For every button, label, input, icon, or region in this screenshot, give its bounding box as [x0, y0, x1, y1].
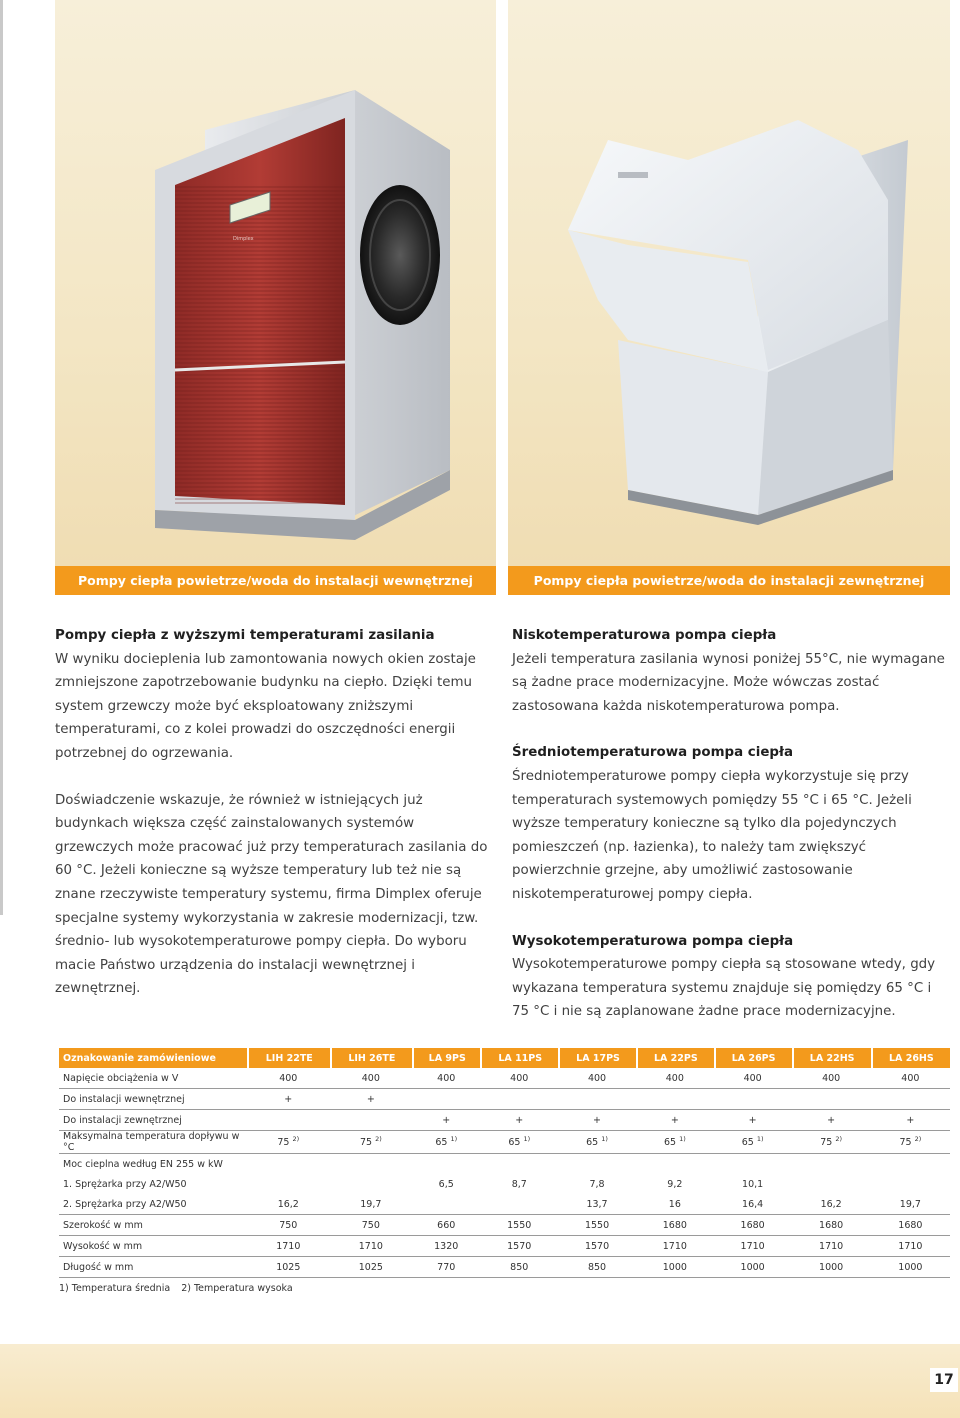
table-cell — [412, 1154, 480, 1174]
table-cell: 400 — [636, 1068, 714, 1089]
left-text-column — [55, 624, 495, 1001]
table-cell: + — [792, 1110, 871, 1131]
table-cell — [558, 1089, 636, 1110]
table-header-model: LA 17PS — [558, 1048, 636, 1068]
table-cell: 1000 — [636, 1257, 714, 1278]
device-brand-label: Dimplex — [233, 236, 254, 242]
table-cell: 400 — [714, 1068, 792, 1089]
table-cell-note: 2) — [835, 1135, 843, 1144]
table-cell: 75 $^{2)}$ — [330, 1131, 413, 1154]
left-paragraph-2: Doświadczenie wskazuje, że również w istniejących już budynkach większa część zainstalowanych systemów grzewczych może pracować już przy temperaturach zasilania do 60 °C. Jeżeli konieczne są wyższe temperatury lub też nie są znane rzeczywiste temperatury systemu, firma Dimplex oferuje specjalne systemy wykorzystania w zakresie modernizacji, tzw. średnio- lub wysokotemperaturowe pompy ciepła. Do wyboru macie Państwo urządzenia do instalacji wewnętrznej i zewnętrznej. — [55, 792, 488, 997]
section-text-high-temp: Wysokotemperaturowe pompy ciepła są stosowane wtedy, gdy wykazana temperatura systemu znajduje się pomiędzy 65 °C i 75 °C i nie są zaplanowane żadne prace modernizacyjne. — [512, 957, 936, 1020]
left-margin-rule — [0, 0, 3, 915]
table-cell: 1550 — [480, 1215, 558, 1236]
caption-indoor: Pompy ciepła powietrze/woda do instalacji wewnętrznej — [55, 566, 496, 595]
table-cell-note: 1) — [679, 1135, 686, 1144]
table-cell: 19,7 — [871, 1194, 950, 1215]
table-cell: 750 — [330, 1215, 413, 1236]
table-cell: 65 $^{1)}$ — [558, 1131, 636, 1154]
table-header-model: LA 22PS — [636, 1048, 714, 1068]
footnote-2: 2) Temperatura wysoka — [181, 1283, 293, 1294]
table-row-label: Moc cieplna według EN 255 w kW — [63, 1158, 223, 1170]
table-cell — [247, 1110, 330, 1131]
table-cell: 65 $^{1)}$ — [714, 1131, 792, 1154]
outdoor-heat-pump-photo — [508, 0, 950, 566]
table-cell-note: 2) — [914, 1135, 922, 1144]
table-cell-note: 1) — [601, 1135, 608, 1144]
table-header-model: LA 9PS — [412, 1048, 480, 1068]
table-cell — [330, 1110, 413, 1131]
table-cell: 10,1 — [742, 1178, 764, 1190]
table-cell: 750 — [247, 1215, 330, 1236]
table-cell: 1570 — [480, 1236, 558, 1257]
table-cell: 400 — [558, 1068, 636, 1089]
table-cell — [714, 1154, 792, 1174]
table-row — [59, 1174, 950, 1194]
outdoor-heat-pump-illustration — [508, 0, 950, 566]
section-text-mid-temp: Średniotemperaturowe pompy ciepła wykorzystuje się przy temperaturach systemowych pomiędzy 55 °C i 65 °C. Jeżeli wyższe temperatury konieczne są tylko dla pojedynczych pomieszczeń (np. łazienka), to należy tam zwiększyć powierzchnie grzejne, aby umożliwić zastosowanie niskotemperaturowej pompy ciepła. — [512, 768, 912, 902]
table-cell: 1710 — [714, 1236, 792, 1257]
section-heading-mid-temp: Średniotemperaturowa pompa ciepła — [512, 745, 794, 761]
table-cell — [412, 1194, 480, 1215]
table-cell: 1680 — [636, 1215, 714, 1236]
table-cell: 1320 — [412, 1236, 480, 1257]
table-cell — [330, 1154, 413, 1174]
table-row — [59, 1154, 950, 1174]
table-cell: 1710 — [636, 1236, 714, 1257]
indoor-heat-pump-photo — [55, 0, 496, 566]
table-cell — [636, 1089, 714, 1110]
table-row-label: Napięcie obciążenia w V — [59, 1068, 247, 1089]
page-number: 17 — [930, 1368, 958, 1392]
table-cell: 1710 — [871, 1236, 950, 1257]
table-cell: 400 — [330, 1068, 413, 1089]
table-cell: + — [714, 1110, 792, 1131]
table-cell — [792, 1154, 871, 1174]
table-footnotes — [59, 1283, 301, 1294]
table-cell-note: 1) — [756, 1135, 764, 1144]
table-cell — [330, 1174, 413, 1194]
table-cell — [480, 1154, 558, 1174]
section-text-low-temp: Jeżeli temperatura zasilania wynosi poniżej 55°C, nie wymagane są żadne prace modernizacyjne. Może wówczas zostać zastosowana każda niskotemperaturowa pompa. — [512, 651, 945, 714]
specification-table — [59, 1048, 950, 1278]
table-row — [59, 1068, 950, 1089]
table-cell: 400 — [412, 1068, 480, 1089]
table-cell — [480, 1194, 558, 1215]
table-body — [59, 1068, 950, 1278]
table-cell: 400 — [247, 1068, 330, 1089]
footnote-1: 1) Temperatura średnia — [59, 1283, 171, 1294]
table-cell: 1025 — [247, 1257, 330, 1278]
table-cell — [714, 1089, 792, 1110]
table-cell: 400 — [871, 1068, 950, 1089]
left-heading: Pompy ciepła z wyższymi temperaturami zasilania — [55, 628, 435, 643]
table-cell: 8,7 — [511, 1178, 527, 1190]
table-cell: 1680 — [714, 1215, 792, 1236]
table-cell: 9,2 — [667, 1178, 683, 1190]
table-cell: 65 $^{1)}$ — [636, 1131, 714, 1154]
table-cell — [247, 1174, 330, 1194]
table-row — [59, 1194, 950, 1215]
table-row-label: Maksymalna temperatura dopływu w °C — [59, 1131, 247, 1154]
table-cell: 1025 — [330, 1257, 413, 1278]
right-text-column — [512, 624, 952, 1024]
table-cell — [636, 1154, 714, 1174]
table-cell-note: 1) — [450, 1135, 458, 1144]
table-cell — [412, 1089, 480, 1110]
table-header-model: LA 26HS — [871, 1048, 950, 1068]
table-row-label: Do instalacji zewnętrznej — [59, 1110, 247, 1131]
table-row — [59, 1089, 950, 1110]
table-cell: 75 $^{2)}$ — [247, 1131, 330, 1154]
table-header-model: LA 11PS — [480, 1048, 558, 1068]
table-row-label: Wysokość w mm — [59, 1236, 247, 1257]
table-cell: 1000 — [871, 1257, 950, 1278]
bottom-decorative-band — [0, 1344, 960, 1418]
table-cell: 75 $^{2)}$ — [792, 1131, 871, 1154]
table-cell: 850 — [480, 1257, 558, 1278]
table-cell: + — [636, 1110, 714, 1131]
table-header-model: LIH 26TE — [330, 1048, 413, 1068]
table-cell: 16 — [636, 1194, 714, 1215]
table-cell — [247, 1154, 330, 1174]
table-header-label: Oznakowanie zamówieniowe — [59, 1048, 247, 1068]
indoor-heat-pump-illustration — [55, 0, 496, 566]
table-cell: 1680 — [792, 1215, 871, 1236]
table-cell — [871, 1089, 950, 1110]
table-cell: 16,2 — [247, 1194, 330, 1215]
table-cell-note: 2) — [375, 1135, 382, 1144]
section-heading-high-temp: Wysokotemperaturowa pompa ciepła — [512, 933, 794, 949]
table-cell: 13,7 — [558, 1194, 636, 1215]
table-cell: 1710 — [247, 1236, 330, 1257]
table-cell: 1680 — [871, 1215, 950, 1236]
table-cell: 7,8 — [589, 1178, 605, 1190]
table-cell: 65 $^{1)}$ — [412, 1131, 480, 1154]
table-cell: 16,4 — [714, 1194, 792, 1215]
table-cell: 1000 — [792, 1257, 871, 1278]
table-row-label: Do instalacji wewnętrznej — [59, 1089, 247, 1110]
table-cell-note: 2) — [292, 1135, 300, 1144]
table-cell — [792, 1174, 871, 1194]
table-cell: 65 $^{1)}$ — [480, 1131, 558, 1154]
table-cell: + — [871, 1110, 950, 1131]
table-cell: 1570 — [558, 1236, 636, 1257]
left-paragraph-1: W wyniku docieplenia lub zamontowania nowych okien zostaje zmniejszone zapotrzebowanie budynku na ciepło. Dzięki temu system grzewczy może być eksploatowany zniższymi temperaturami, co z kolei prowadzi do oszczędności energii potrzebnej do ogrzewania. — [55, 651, 476, 761]
table-cell: + — [558, 1110, 636, 1131]
table-cell: + — [412, 1110, 480, 1131]
table-row — [59, 1257, 950, 1278]
table-row — [59, 1215, 950, 1236]
table-cell — [871, 1174, 950, 1194]
table-row-label: Długość w mm — [59, 1257, 247, 1278]
table-cell: 6,5 — [438, 1178, 454, 1190]
table-header-model: LIH 22TE — [247, 1048, 330, 1068]
table-cell: 400 — [792, 1068, 871, 1089]
table-row — [59, 1236, 950, 1257]
table-cell: 75 $^{2)}$ — [871, 1131, 950, 1154]
table-cell — [871, 1154, 950, 1174]
table-header-model: LA 22HS — [792, 1048, 871, 1068]
table-row-label: 2. Sprężarka przy A2/W50 — [59, 1194, 247, 1215]
table-cell: 400 — [480, 1068, 558, 1089]
table-cell — [558, 1154, 636, 1174]
table-cell: 1710 — [792, 1236, 871, 1257]
table-row — [59, 1110, 950, 1131]
table-cell — [792, 1089, 871, 1110]
table-cell: 19,7 — [330, 1194, 413, 1215]
table-cell: 1710 — [330, 1236, 413, 1257]
table-cell: 770 — [412, 1257, 480, 1278]
table-row — [59, 1131, 950, 1154]
table-header-model: LA 26PS — [714, 1048, 792, 1068]
table-cell: 1000 — [714, 1257, 792, 1278]
table-cell: 16,2 — [792, 1194, 871, 1215]
table-row-label: Szerokość w mm — [59, 1215, 247, 1236]
table-cell: + — [330, 1089, 413, 1110]
table-cell: + — [480, 1110, 558, 1131]
table-cell: 850 — [558, 1257, 636, 1278]
table-cell: 1550 — [558, 1215, 636, 1236]
table-cell: 660 — [412, 1215, 480, 1236]
caption-outdoor: Pompy ciepła powietrze/woda do instalacji zewnętrznej — [508, 566, 950, 595]
table-cell — [480, 1089, 558, 1110]
table-cell-note: 1) — [523, 1135, 531, 1144]
table-cell: + — [247, 1089, 330, 1110]
section-heading-low-temp: Niskotemperaturowa pompa ciepła — [512, 628, 777, 643]
table-header-row — [59, 1048, 950, 1068]
table-row-label: 1. Sprężarka przy A2/W50 — [63, 1178, 187, 1190]
